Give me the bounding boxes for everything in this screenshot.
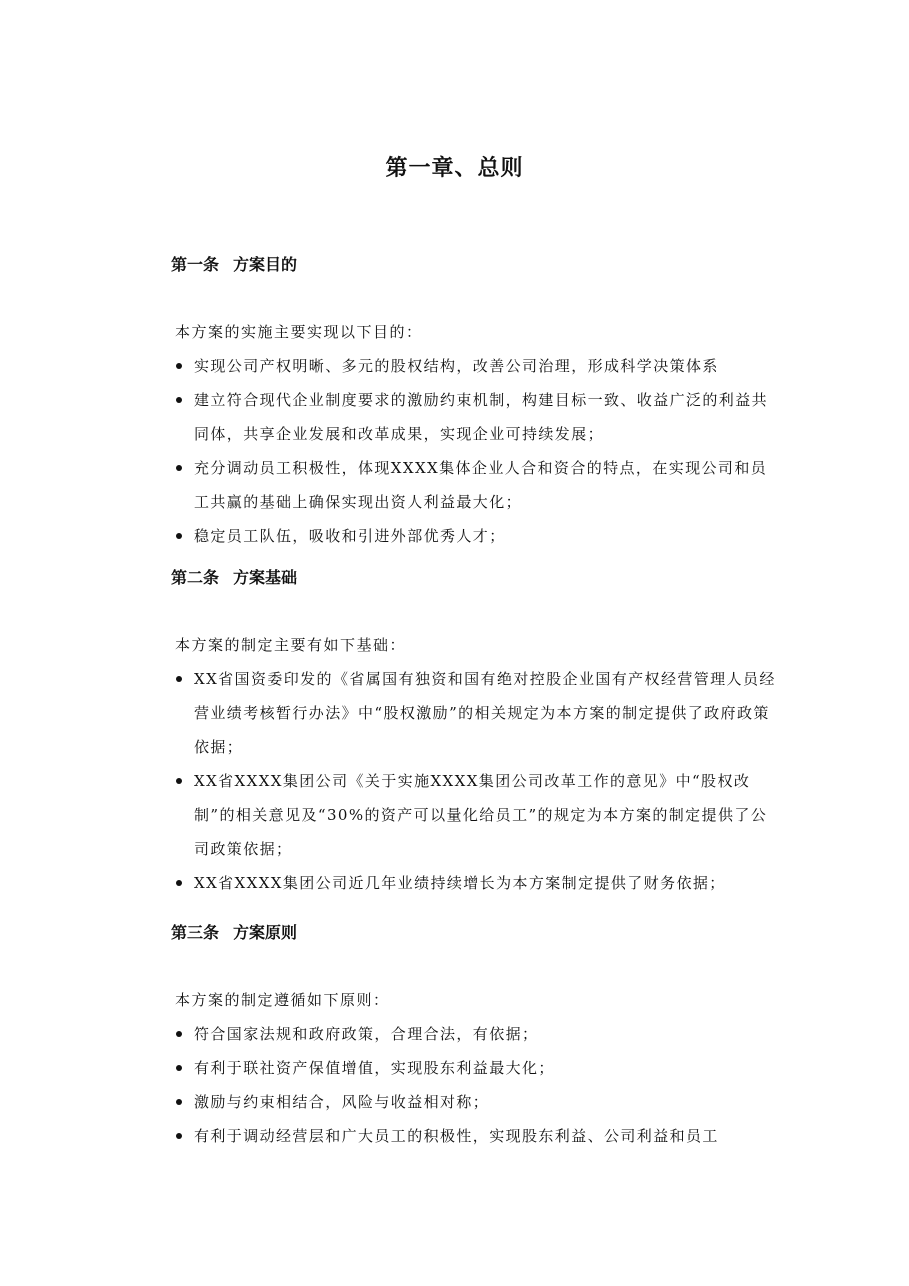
list-item-text: 建立符合现代企业制度要求的激励约束机制，构建目标一致、收益广泛的利益共同体，共享企业发展和改革成果，实现企业可持续发展； — [194, 391, 769, 443]
bullet-icon — [176, 363, 182, 369]
bullet-icon — [176, 1099, 182, 1105]
list-item-text: 充分调动员工积极性，体现XXXX集体企业人合和资合的特点，在实现公司和员工共赢的基础上确保实现出资人利益最大化； — [194, 459, 768, 511]
bullet-icon — [176, 465, 182, 471]
article-number: 第二条 — [171, 568, 220, 587]
article-2 — [0, 566, 909, 900]
article-items — [0, 1017, 909, 1153]
article-title: 方案原则 — [233, 923, 298, 942]
list-item — [194, 1085, 779, 1119]
bullet-icon — [176, 1133, 182, 1139]
article-heading — [171, 566, 909, 590]
list-item — [194, 764, 779, 866]
list-item — [194, 1017, 779, 1051]
article-number: 第一条 — [171, 255, 220, 274]
list-item-text: 有利于调动经营层和广大员工的积极性，实现股东利益、公司利益和员工 — [194, 1127, 719, 1145]
article-items — [0, 349, 909, 553]
article-1 — [0, 253, 909, 553]
bullet-icon — [176, 1031, 182, 1037]
list-item — [194, 662, 779, 764]
bullet-icon — [176, 397, 182, 403]
article-intro: 本方案的制定主要有如下基础： — [175, 636, 407, 654]
article-number: 第三条 — [171, 923, 220, 942]
list-item-text: 激励与约束相结合，风险与收益相对称； — [194, 1093, 490, 1111]
list-item-text: XX省XXXX集团公司《关于实施XXXX集团公司改革工作的意见》中“股权改制”的相关意见及“30%的资产可以量化给员工”的规定为本方案的制定提供了公司政策依据； — [194, 772, 768, 858]
list-item-text: 符合国家法规和政府政策，合理合法，有依据； — [194, 1025, 539, 1043]
article-items — [0, 662, 909, 900]
chapter-title: 第一章、总则 — [385, 156, 524, 181]
bullet-icon — [176, 676, 182, 682]
list-item-text: 稳定员工队伍，吸收和引进外部优秀人才； — [194, 527, 506, 545]
bullet-icon — [176, 533, 182, 539]
article-title: 方案基础 — [233, 568, 298, 587]
list-item-text: XX省XXXX集团公司近几年业绩持续增长为本方案制定提供了财务依据； — [194, 874, 726, 892]
article-intro: 本方案的制定遵循如下原则： — [175, 991, 390, 1009]
list-item — [194, 519, 779, 553]
list-item-text: 有利于联社资产保值增值，实现股东利益最大化； — [194, 1059, 555, 1077]
article-3 — [0, 921, 909, 1153]
list-item-text: 实现公司产权明晰、多元的股权结构，改善公司治理，形成科学决策体系 — [194, 357, 719, 375]
bullet-icon — [176, 880, 182, 886]
bullet-icon — [176, 778, 182, 784]
article-intro: 本方案的实施主要实现以下目的： — [175, 323, 423, 341]
article-title: 方案目的 — [233, 255, 298, 274]
list-item — [194, 866, 779, 900]
list-item — [194, 1119, 779, 1153]
bullet-icon — [176, 1065, 182, 1071]
article-heading — [171, 253, 909, 277]
list-item — [194, 451, 779, 519]
list-item — [194, 383, 779, 451]
list-item — [194, 349, 779, 383]
list-item — [194, 1051, 779, 1085]
list-item-text: XX省国资委印发的《省属国有独资和国有绝对控股企业国有产权经营管理人员经营业绩考核暂行办法》中“股权激励”的相关规定为本方案的制定提供了政府政策依据； — [194, 670, 776, 756]
article-heading — [171, 921, 909, 945]
